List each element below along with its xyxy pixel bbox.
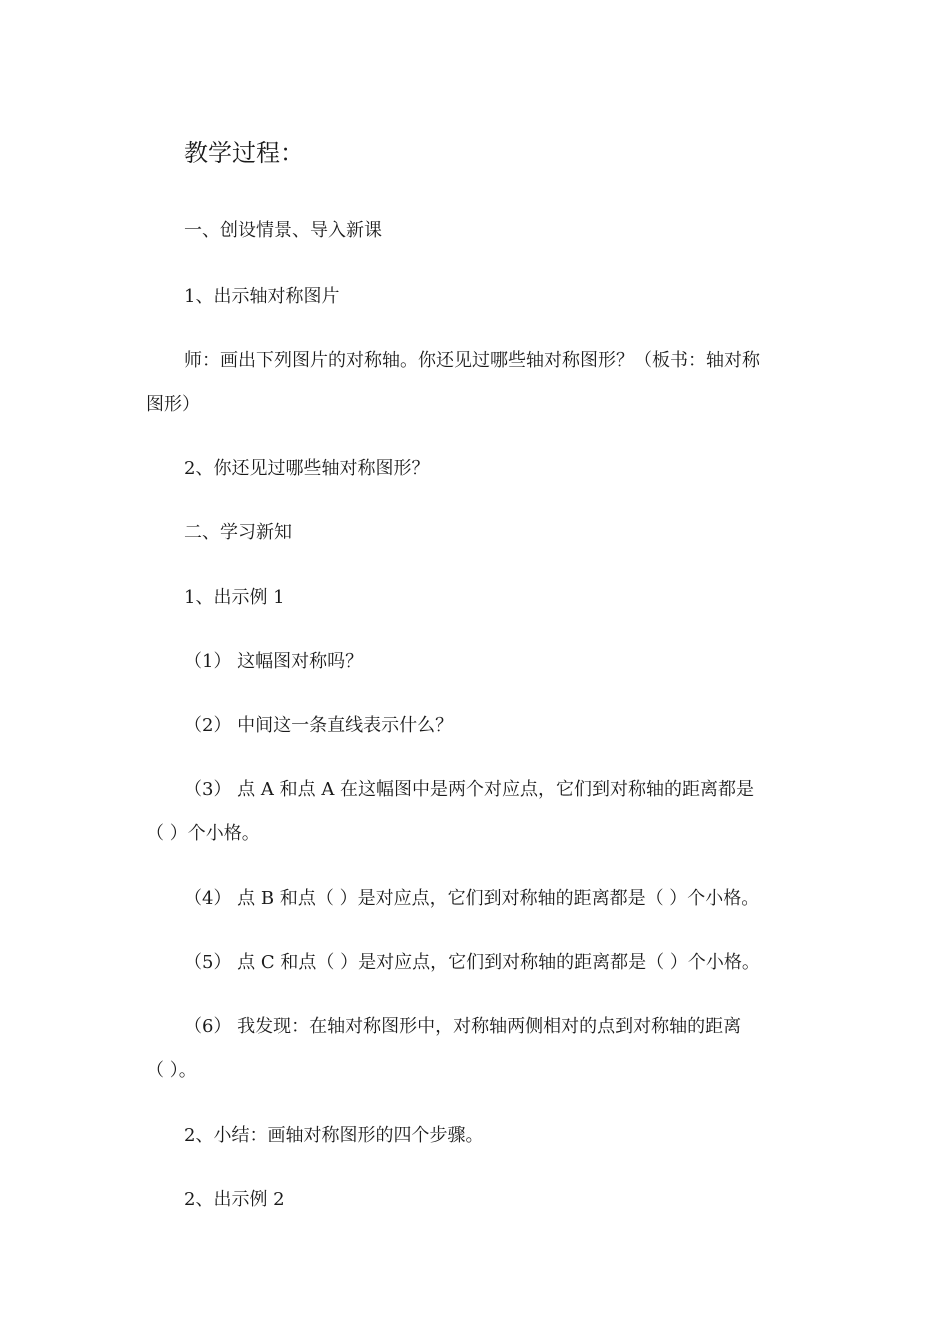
paragraph-intro-section: 一、创设情景、导入新课 — [184, 220, 382, 241]
paragraph-show-images: 1、出示轴对称图片 — [184, 286, 340, 307]
paragraph-teacher-prompt: 师：画出下列图片的对称轴。你还见过哪些轴对称图形？（板书：轴对称 — [184, 350, 760, 371]
paragraph-item-3: （3） 点 A 和点 A 在这幅图中是两个对应点，它们到对称轴的距离都是 — [184, 779, 755, 800]
paragraph-item-4: （4） 点 B 和点（ ）是对应点，它们到对称轴的距离都是（ ）个小格。 — [184, 888, 760, 909]
section-heading: 教学过程： — [184, 139, 304, 167]
paragraph-learn-new-section: 二、学习新知 — [184, 522, 292, 543]
paragraph-item-3-continuation: （ ）个小格。 — [146, 823, 260, 844]
paragraph-item-2: （2） 中间这一条直线表示什么？ — [184, 715, 454, 736]
paragraph-item-1: （1） 这幅图对称吗？ — [184, 651, 364, 672]
paragraph-example-1: 1、出示例 1 — [184, 587, 285, 608]
paragraph-summary: 2、小结：画轴对称图形的四个步骤。 — [184, 1125, 484, 1146]
paragraph-example-2: 2、出示例 2 — [184, 1189, 285, 1210]
paragraph-item-6-continuation: （ ）。 — [146, 1060, 197, 1081]
paragraph-question-2: 2、你还见过哪些轴对称图形？ — [184, 458, 430, 479]
paragraph-teacher-prompt-continuation: 图形） — [146, 394, 200, 415]
paragraph-item-5: （5） 点 C 和点（ ）是对应点，它们到对称轴的距离都是（ ）个小格。 — [184, 952, 760, 973]
paragraph-item-6: （6） 我发现：在轴对称图形中，对称轴两侧相对的点到对称轴的距离 — [184, 1016, 742, 1037]
